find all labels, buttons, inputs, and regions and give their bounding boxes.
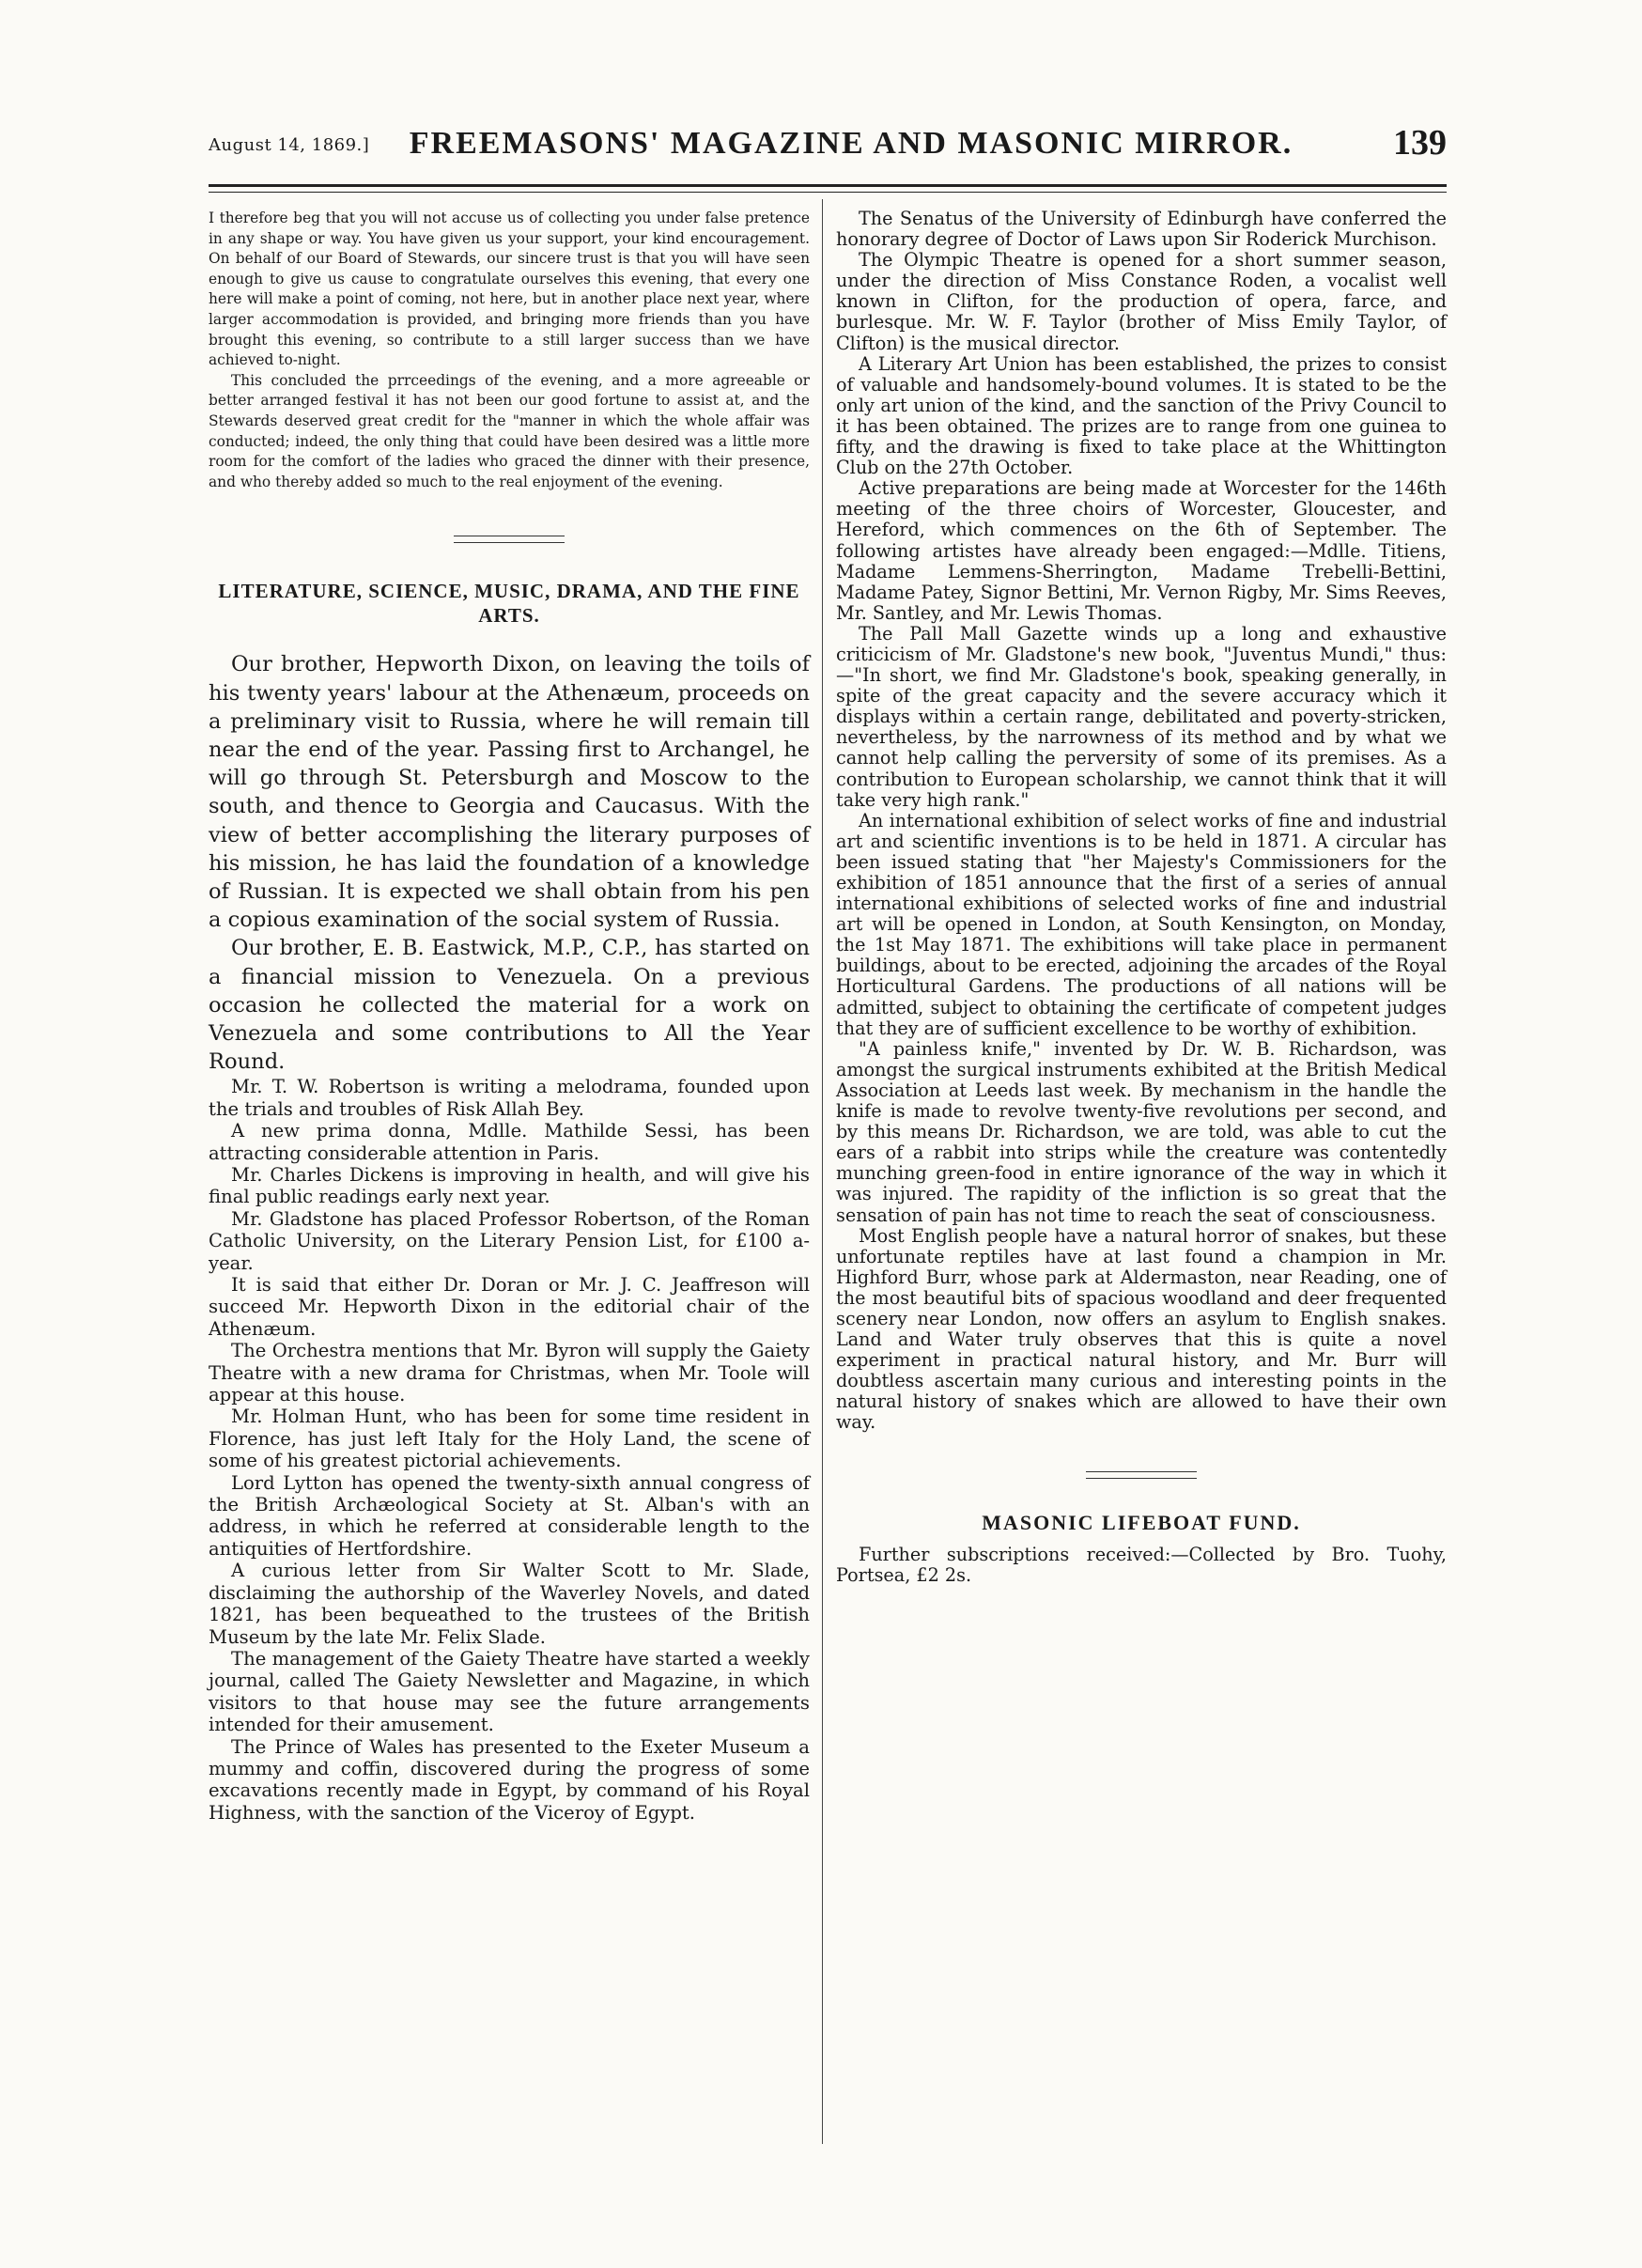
news-paragraph: Mr. Holman Hunt, who has been for some time resident in Florence, has just left Italy for the Holy Land, the scene of some of his greatest pictorial achievements.	[209, 1406, 810, 1472]
header-rule-thin	[209, 192, 1447, 193]
news-paragraph: An international exhibition of select works of fine and industrial art and scientific inventions is to be held in 1871. A circular has been issued stating that "her Majesty's Commissioners for the exhibition of 1851 announce that the first of a series of annual international exhibitions of selected works of fine and industrial art will be opened in London, at South Kensington, on Monday, the 1st May 1871. The exhibitions will take place in permanent buildings, about to be erected, adjoining the arcades of the Royal Horticultural Gardens. The productions of all nations will be admitted, subject to obtaining the certificate of competent judges that they are of sufficient excellence to be worthy of exhibition.	[836, 809, 1447, 1039]
news-paragraph: It is said that either Dr. Doran or Mr. J. C. Jeaffreson will succeed Mr. Hepworth Dixon in the editorial chair of the Athenæum.	[209, 1274, 810, 1340]
section-separator	[1086, 1471, 1197, 1479]
masthead	[209, 117, 1447, 173]
masonic-lifeboat-heading: MASONIC LIFEBOAT FUND.	[982, 1510, 1301, 1534]
column-divider	[822, 199, 823, 2144]
left-column	[209, 209, 810, 1824]
news-paragraph: The management of the Gaiety Theatre have started a weekly journal, called The Gaiety Newsletter and Magazine, in which visitors to that house may see the future arrangements intended for their amusement.	[209, 1647, 810, 1736]
news-paragraph: "A painless knife," invented by Dr. W. B. Richardson, was amongst the surgical instruments exhibited at the British Medical Association at Leeds last week. By mechanism in the handle the knife is made to revolve twenty-five revolutions per second, and by this means Dr. Richardson, we are told, was able to cut the ears of a rabbit into strips while the creature was contentedly munching green-food in entire ignorance of the way in which it was injured. The rapidity of the infliction is so great that the sensation of pain has not time to reach the seat of consciousness.	[836, 1037, 1447, 1226]
news-paragraph: Mr. Charles Dickens is improving in health, and will give his final public readings early next year.	[209, 1163, 810, 1208]
section-separator	[454, 536, 565, 543]
right-column	[836, 209, 1447, 1586]
news-paragraph: The Olympic Theatre is opened for a short summer season, under the direction of Miss Constance Roden, a vocalist well known in Clifton, for the production of opera, farce, and burlesque. Mr. W. F. Taylor (brother of Miss Emily Taylor, of Clifton) is the musical director.	[836, 249, 1447, 354]
publication-title: FREEMASONS' MAGAZINE AND MASONIC MIRROR.	[409, 126, 1293, 161]
news-paragraph: The Prince of Wales has presented to the Exeter Museum a mummy and coffin, discovered during the progress of some excavations recently made in Egypt, by command of his Royal Highness, with the sanction of the Viceroy of Egypt.	[209, 1735, 810, 1824]
article-paragraph: This concluded the prrceedings of the evening, and a more agreeable or better arranged festival it has not been our good fortune to assist at, and the Stewards deserved great credit for the "manner in which the whole affair was conducted; indeed, the only thing that could have been desired was a little more room for the comfort of the ladies who graced the dinner with their presence, and who thereby added so much to the real enjoyment of the evening.	[209, 371, 810, 490]
header-rule	[209, 184, 1447, 187]
news-paragraph: A curious letter from Sir Walter Scott to Mr. Slade, disclaiming the authorship of the Waverley Novels, and dated 1821, has been bequeathed to the trustees of the British Museum by the late Mr. Felix Slade.	[209, 1560, 810, 1648]
masonic-lifeboat-text: Further subscriptions received:—Collected by Bro. Tuohy, Portsea, £2 2s.	[836, 1543, 1447, 1586]
news-paragraph: Mr. Gladstone has placed Professor Robertson, of the Roman Catholic University, on the Literary Pension List, for £100 a-year.	[209, 1207, 810, 1274]
news-paragraph: The Senatus of the University of Edinburgh have conferred the honorary degree of Doctor of Laws upon Sir Roderick Murchison.	[836, 208, 1447, 251]
news-paragraph: The Pall Mall Gazette winds up a long and exhaustive criticicism of Mr. Gladstone's new book, "Juventus Mundi," thus:—"In short, we find Mr. Gladstone's book, speaking generally, in spite of the great capacity and the severe accuracy which it displays within a certain range, debilitated and poverty-stricken, nevertheless, by the narrowness of its method and by what we cannot help calling the perversity of some of its premises. As a contribution to European scholarship, we cannot think that it will take very high rank."	[836, 622, 1447, 811]
news-paragraph: The Orchestra mentions that Mr. Byron will supply the Gaiety Theatre with a new drama for Christmas, when Mr. Toole will appear at this house.	[209, 1340, 810, 1406]
lead-paragraph: Our brother, E. B. Eastwick, M.P., C.P., has started on a financial mission to Venezuela. On a previous occasion he collected the material for a work on Venezuela and some contributions to All the Year Round.	[209, 936, 810, 1075]
issue-date: August 14, 1869.]	[209, 135, 370, 155]
section-heading: LITERATURE, SCIENCE, MUSIC, DRAMA, AND THE FINE ARTS.	[218, 580, 800, 628]
news-paragraph: A Literary Art Union has been established, the prizes to consist of valuable and handsomely-bound volumes. It is stated to be the only art union of the kind, and the sanction of the Privy Council to it has been obtained. The prizes are to range from one guinea to fifty, and the drawing is fixed to take place at the Whittington Club on the 27th October.	[836, 352, 1447, 479]
news-paragraph: Most English people have a natural horror of snakes, but these unfortunate reptiles have at last found a champion in Mr. Highford Burr, whose park at Aldermaston, near Reading, one of the most beautiful bits of spacious woodland and deer frequented scenery near London, now offers an asylum to English snakes. Land and Water truly observes that this is quite a novel experiment in practical natural history, and Mr. Burr will doubtless ascertain many curious and interesting points in the natural history of snakes which are allowed to have their own way.	[836, 1224, 1447, 1434]
lead-paragraph: Our brother, Hepworth Dixon, on leaving the toils of his twenty years' labour at the Athenæum, proceeds on a preliminary visit to Russia, where he will remain till near the end of the year. Passing first to Archangel, he will go through St. Petersburgh and Moscow to the south, and thence to Georgia and Caucasus. With the view of better accomplishing the literary purposes of his mission, he has laid the foundation of a knowledge of Russian. It is expected we shall obtain from his pen a copious examination of the social system of Russia.	[209, 652, 810, 933]
news-paragraph: Active preparations are being made at Worcester for the 146th meeting of the three choirs of Worcester, Gloucester, and Hereford, which commences on the 6th of September. The following artistes have already been engaged:—Mdlle. Titiens, Madame Lemmens-Sherrington, Madame Trebelli-Bettini, Madame Patey, Signor Bettini, Mr. Vernon Rigby, Mr. Sims Reeves, Mr. Santley, and Mr. Lewis Thomas.	[836, 477, 1447, 624]
page-number: 139	[1393, 123, 1447, 163]
news-paragraph: Mr. T. W. Robertson is writing a melodrama, founded upon the trials and troubles of Risk Allah Bey.	[209, 1076, 810, 1120]
news-paragraph: A new prima donna, Mdlle. Mathilde Sessi, has been attracting considerable attention in Paris.	[209, 1120, 810, 1164]
article-paragraph: I therefore beg that you will not accuse us of collecting you under false pretence in any shape or way. You have given us your support, your kind encouragement. On behalf of our Board of Stewards, our sincere trust is that you will have seen enough to give us cause to congratulate ourselves this evening, that every one here will make a point of coming, not here, but in another place next year, where larger accommodation is provided, and bringing more friends than you have brought this evening, so contribute to a still larger success than we have achieved to-night.	[209, 210, 810, 369]
news-paragraph: Lord Lytton has opened the twenty-sixth annual congress of the British Archæological Society at St. Alban's with an address, in which he referred at considerable length to the antiquities of Hertfordshire.	[209, 1471, 810, 1560]
